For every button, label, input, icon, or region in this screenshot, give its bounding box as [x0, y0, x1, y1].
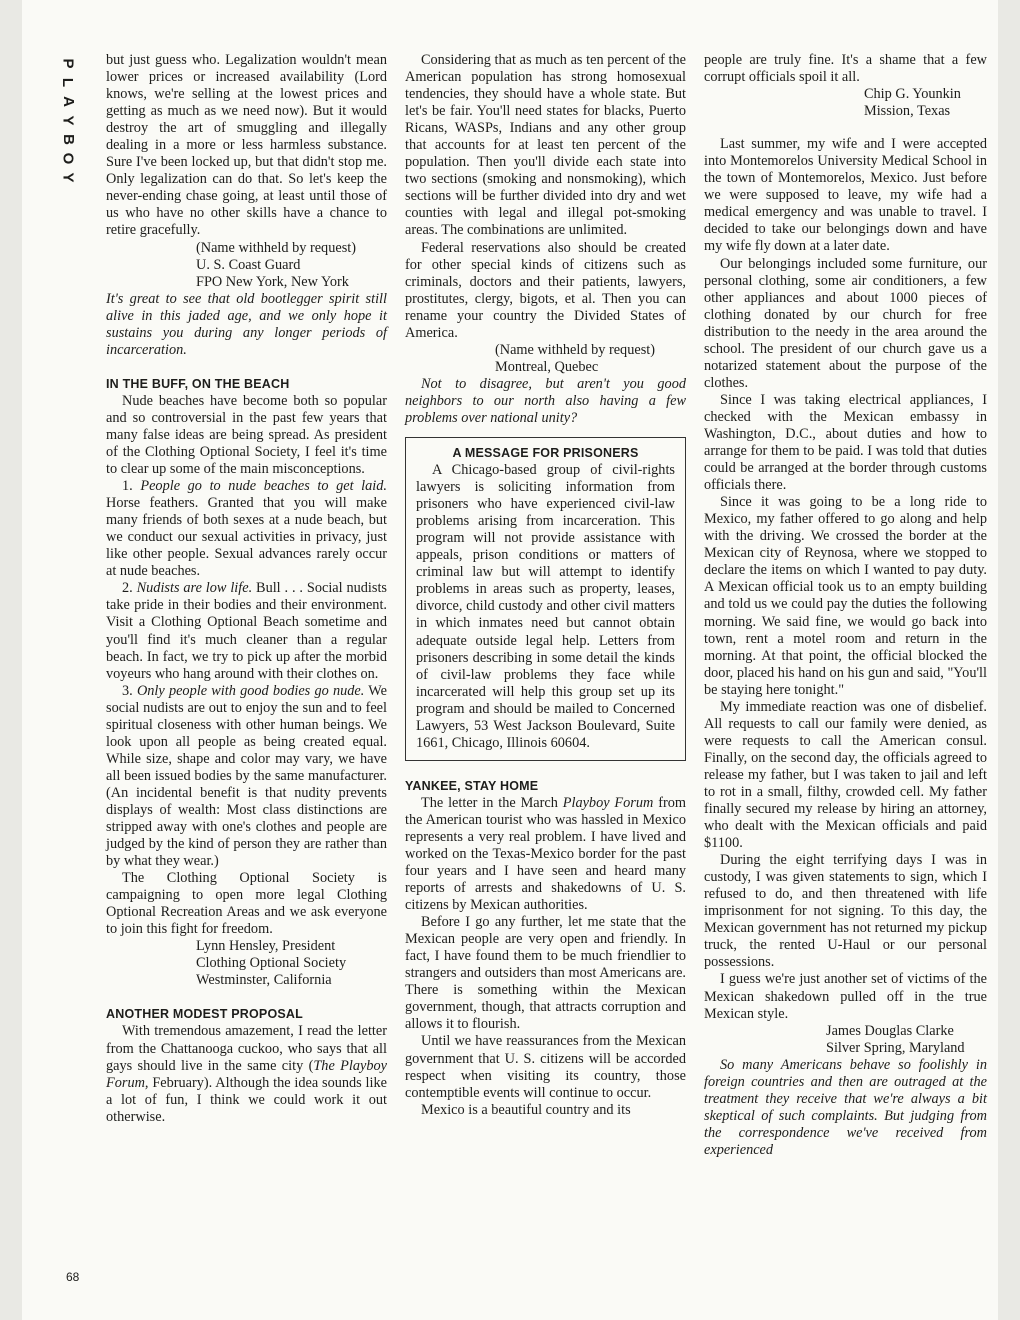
- letter-paragraph: I guess we're just another set of victims of the Mexican shakedown pulled off in the true Mexican style.: [704, 971, 987, 1022]
- prisoner-message-box: [405, 437, 686, 761]
- editor-reply: So many Americans behave so foolishly in foreign countries and then are outraged at the treatment they receive that we're always a bit skeptical of such complaints. But judging from the correspondence we've received from experienced: [704, 1056, 987, 1158]
- magazine-side-title: [56, 54, 76, 187]
- side-letter: Y: [59, 172, 77, 183]
- side-letter: B: [59, 134, 77, 145]
- page-number: 68: [66, 1270, 80, 1284]
- signature-line: (Name withheld by request): [495, 341, 655, 358]
- column-right: [704, 52, 987, 1159]
- letter-paragraph: The Clothing Optional Society is campaigning to open more legal Clothing Optional Recreation Areas and we ask everyone to join this fight for freedom.: [106, 870, 387, 938]
- signature-line: Westminster, California: [196, 972, 332, 989]
- signature-line: Montreal, Quebec: [495, 358, 599, 375]
- signature-line: Lynn Hensley, President: [196, 938, 336, 955]
- box-heading: A MESSAGE FOR PRISONERS: [452, 446, 639, 461]
- letter-paragraph: 3. Only people with good bodies go nude. We social nudists are out to enjoy the sun and to feel spiritual closeness with other human beings. We look upon all people as being created equal. While size, shape and color may vary, we have all been issued bodies by the same manufacturer. (An incidental benefit is that nudity prevents displays of wealth: Most class distinctions are stripped away with one's clothes and people are judged by the kind of person they are rather than by what they wear.): [106, 682, 387, 870]
- editor-reply: Not to disagree, but aren't you good neighbors to our north also having a few problems over national unity?: [405, 375, 686, 426]
- letter-paragraph: Until we have reassurances from the Mexican government that U. S. citizens will be accorded respect when visiting its country, those contemptible events will continue to occur.: [405, 1033, 686, 1101]
- letter-paragraph: Our belongings included some furniture, our personal clothing, some air conditioners, a few other appliances and about 1000 pieces of clothing donated by our church for free distribution to the needy in the area around the school. The president of our church gave us a notarized statement about the purpose of the clothes.: [704, 255, 987, 391]
- column-middle: [405, 52, 686, 1119]
- side-letter: Y: [59, 115, 77, 126]
- side-letter: L: [59, 77, 77, 88]
- letter-paragraph: but just guess who. Legalization wouldn't mean lower prices or increased availability (Lord knows, we're selling at the lowest prices and getting as much as we need now). But it would destroy the art of smuggling and illegally dealing in a more or less harmless substance. Sure I've been locked up, but that didn't stop me. Only legalization can do that. So let's keep the never-ending chase going, at least until those of us who have no other skills have a chance to retire gracefully.: [106, 52, 387, 239]
- side-letter: P: [59, 58, 77, 69]
- letter-paragraph: Mexico is a beautiful country and its: [421, 1101, 631, 1118]
- letter-paragraph: Federal reservations also should be created for other special kinds of citizens such as criminals, doctors and their patients, lawyers, prostitutes, clergy, bigots, et al. Then you can rename your country the Divided States of America.: [405, 239, 686, 341]
- letter-paragraph: Last summer, my wife and I were accepted into Montemorelos University Medical School in the town of Montemorelos, Mexico. Just before we were supposed to leave, my wife had a medical emergency and was unable to travel. I decided to take our belongings down and have my wife fly down at a later date.: [704, 136, 987, 255]
- box-text: A Chicago-based group of civil-rights lawyers is soliciting information from prisoners who have experienced civil-law problems arising from incarceration. This program will not provide assistance with appeals, prison conditions or matters of criminal law but will attempt to identify problems in areas such as property, leases, divorce, child custody and other civil matters in which inmates need but cannot obtain adequate outside legal help. Letters from prisoners describing in some detail the kinds of civil-law problems they face while incarcerated will help this group set up its program and should be mailed to Concerned Lawyers, 53 West Jackson Boulevard, Suite 1661, Chicago, Illinois 60604.: [416, 462, 675, 751]
- letter-paragraph: Since it was going to be a long ride to Mexico, my father offered to go along and help with the driving. We crossed the border at the Mexican city of Reynosa, where we stopped to declare the items on which I wanted to pay duty. A Mexican official took us to an empty building and told us we could pay the duties the following morning. We said fine, we would go back into town, rent a motel room and return in the morning. At that point, the official blocked the door, placed his hand on his gun and said, "You'll be staying here tonight.": [704, 494, 987, 698]
- signature-line: FPO New York, New York: [196, 273, 349, 290]
- letter-paragraph: Considering that as much as ten percent of the American population has strong homosexual tendencies, they should have a whole state. But let's be fair. You'll need states for blacks, Puerto Ricans, WASPs, Indians and any other group that accounts for at least ten percent of the population. Then you'll divide each state into two sections (smoking and nonsmoking), which sections will be further divided into dry and wet counties with legal and illegal pot-smoking areas. The combinations are unlimited.: [405, 52, 686, 239]
- signature-line: Clothing Optional Society: [196, 955, 347, 972]
- signature-line: Mission, Texas: [864, 103, 951, 120]
- letter-paragraph: During the eight terrifying days I was in custody, I was given statements to sign, which I refused to do, and then threatened with life imprisonment for not signing. To this day, the Mexican government has not returned my pickup truck, the rented U-Haul or our personal possessions.: [704, 852, 987, 971]
- letter-paragraph: 2. Nudists are low life. Bull . . . Social nudists take pride in their bodies and their environment. Visit a Clothing Optional Beach sometime and you'll find it's much cleaner than a regular beach. In fact, we try to pick up after the morbid voyeurs who hang around with their clothes on.: [106, 580, 387, 682]
- magazine-page: [22, 0, 998, 1320]
- signature-line: (Name withheld by request): [196, 239, 356, 256]
- letter-paragraph: 1. People go to nude beaches to get laid. Horse feathers. Granted that you will make many friends of both sexes at a nude beach, but we conduct our sexual activities in privacy, just like other people. Sexual advances rarely occur at nude beaches.: [106, 478, 388, 580]
- column-left: [106, 52, 387, 1126]
- signature-line: Silver Spring, Maryland: [826, 1039, 965, 1056]
- section-heading: IN THE BUFF, ON THE BEACH: [106, 376, 290, 391]
- side-letter: A: [59, 96, 77, 107]
- letter-paragraph: Since I was taking electrical appliances, I checked with the Mexican embassy in Washington, D.C., about duties and how to arrange for them to be paid. I was told that duties could be arranged at the border through customs officials there.: [704, 391, 987, 494]
- side-letter: O: [59, 152, 77, 165]
- editor-reply: It's great to see that old bootlegger spirit still alive in this jaded age, and we only hope it sustains you during any longer periods of incarceration.: [106, 290, 387, 358]
- letter-paragraph: My immediate reaction was one of disbelief. All requests to call our family were denied, as were requests to call the American consul. Finally, on the second day, the officials agreed to release my father, but I was taken to jail and left to rot in a small, filthy, crowded cell. My father finally secured my release by hiring an attorney, who dealt with the Mexican officials and paid $1100.: [704, 698, 987, 852]
- letter-paragraph: Before I go any further, let me state that the Mexican people are very open and friendly. In fact, I have found them to be much friendlier to strangers and outsiders than most Americans are. There is something within the Mexican government, though, that attracts corruption and allows it to flourish.: [405, 914, 686, 1033]
- letter-paragraph: Nude beaches have become both so popular and so controversial in the past few years that many false ideas are being spread. As president of the Clothing Optional Society, I feel it's time to clear up some of the main misconceptions.: [106, 392, 387, 478]
- signature-line: Chip G. Younkin: [864, 86, 961, 103]
- letter-paragraph: people are truly fine. It's a shame that a few corrupt officials spoil it all.: [704, 52, 987, 86]
- section-heading: YANKEE, STAY HOME: [405, 778, 539, 793]
- section-heading: ANOTHER MODEST PROPOSAL: [106, 1007, 303, 1022]
- signature-line: James Douglas Clarke: [826, 1022, 954, 1039]
- signature-line: U. S. Coast Guard: [196, 256, 301, 273]
- letter-paragraph: With tremendous amazement, I read the letter from the Chattanooga cuckoo, who says that all gays should live in the same city (The Playboy Forum, February). Although the idea sounds like a lot of fun, I think we could work it out otherwise.: [106, 1023, 387, 1125]
- letter-paragraph: The letter in the March Playboy Forum from the American tourist who was hassled in Mexico represents a very real problem. I have lived and worked on the Texas-Mexico border for the past four years and I have seen and heard many reports of arrests and shakedowns of U. S. citizens by Mexican authorities.: [405, 794, 686, 914]
